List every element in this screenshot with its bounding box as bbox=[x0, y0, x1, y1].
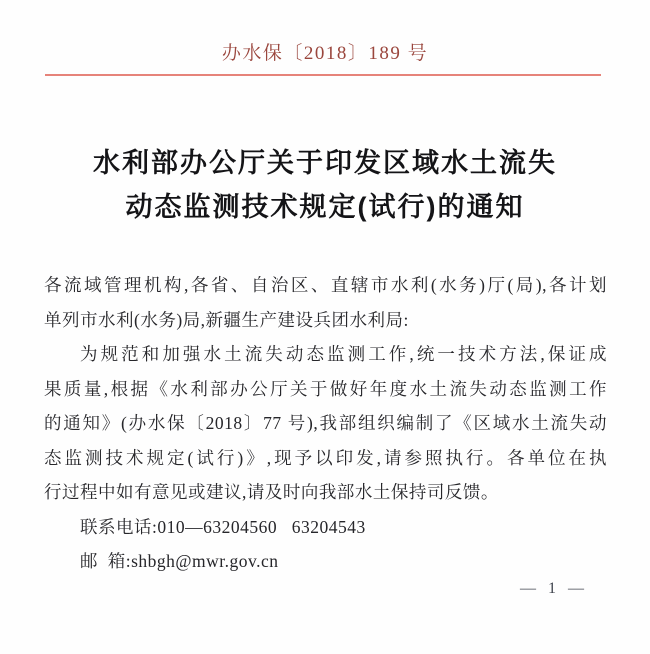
body-line: 果质量,根据《水利部办公厅关于做好年度水土流失动态监测工作 bbox=[44, 378, 607, 399]
title-line-2: 动态监测技术规定(试行)的通知 bbox=[125, 192, 525, 222]
body-line: 单列市水利(水务)局,新疆生产建设兵团水利局: bbox=[44, 309, 409, 330]
document-body bbox=[44, 268, 607, 579]
document-number: 办水保〔2018〕189 号 bbox=[221, 43, 429, 64]
contact-email: 邮 箱:shbgh@mwr.gov.cn bbox=[80, 551, 279, 571]
contact-phone: 联系电话:010—63204560 63204543 bbox=[80, 516, 366, 537]
page-number: — 1 — bbox=[520, 580, 588, 597]
body-line: 的通知》(办水保〔2018〕77 号),我部组织编制了《区域水土流失动 bbox=[44, 413, 607, 433]
body-line: 态监测技术规定(试行)》,现予以印发,请参照执行。各单位在执 bbox=[44, 447, 607, 468]
header-red-rule bbox=[45, 74, 601, 76]
body-line: 行过程中如有意见或建议,请及时向我部水土保持司反馈。 bbox=[44, 482, 499, 502]
document-title bbox=[0, 141, 650, 229]
body-line: 为规范和加强水土流失动态监测工作,统一技术方法,保证成 bbox=[80, 344, 607, 364]
body-line: 各流域管理机构,各省、自治区、直辖市水利(水务)厅(局),各计划 bbox=[44, 275, 607, 295]
title-line-1: 水利部办公厅关于印发区域水土流失 bbox=[93, 148, 557, 178]
